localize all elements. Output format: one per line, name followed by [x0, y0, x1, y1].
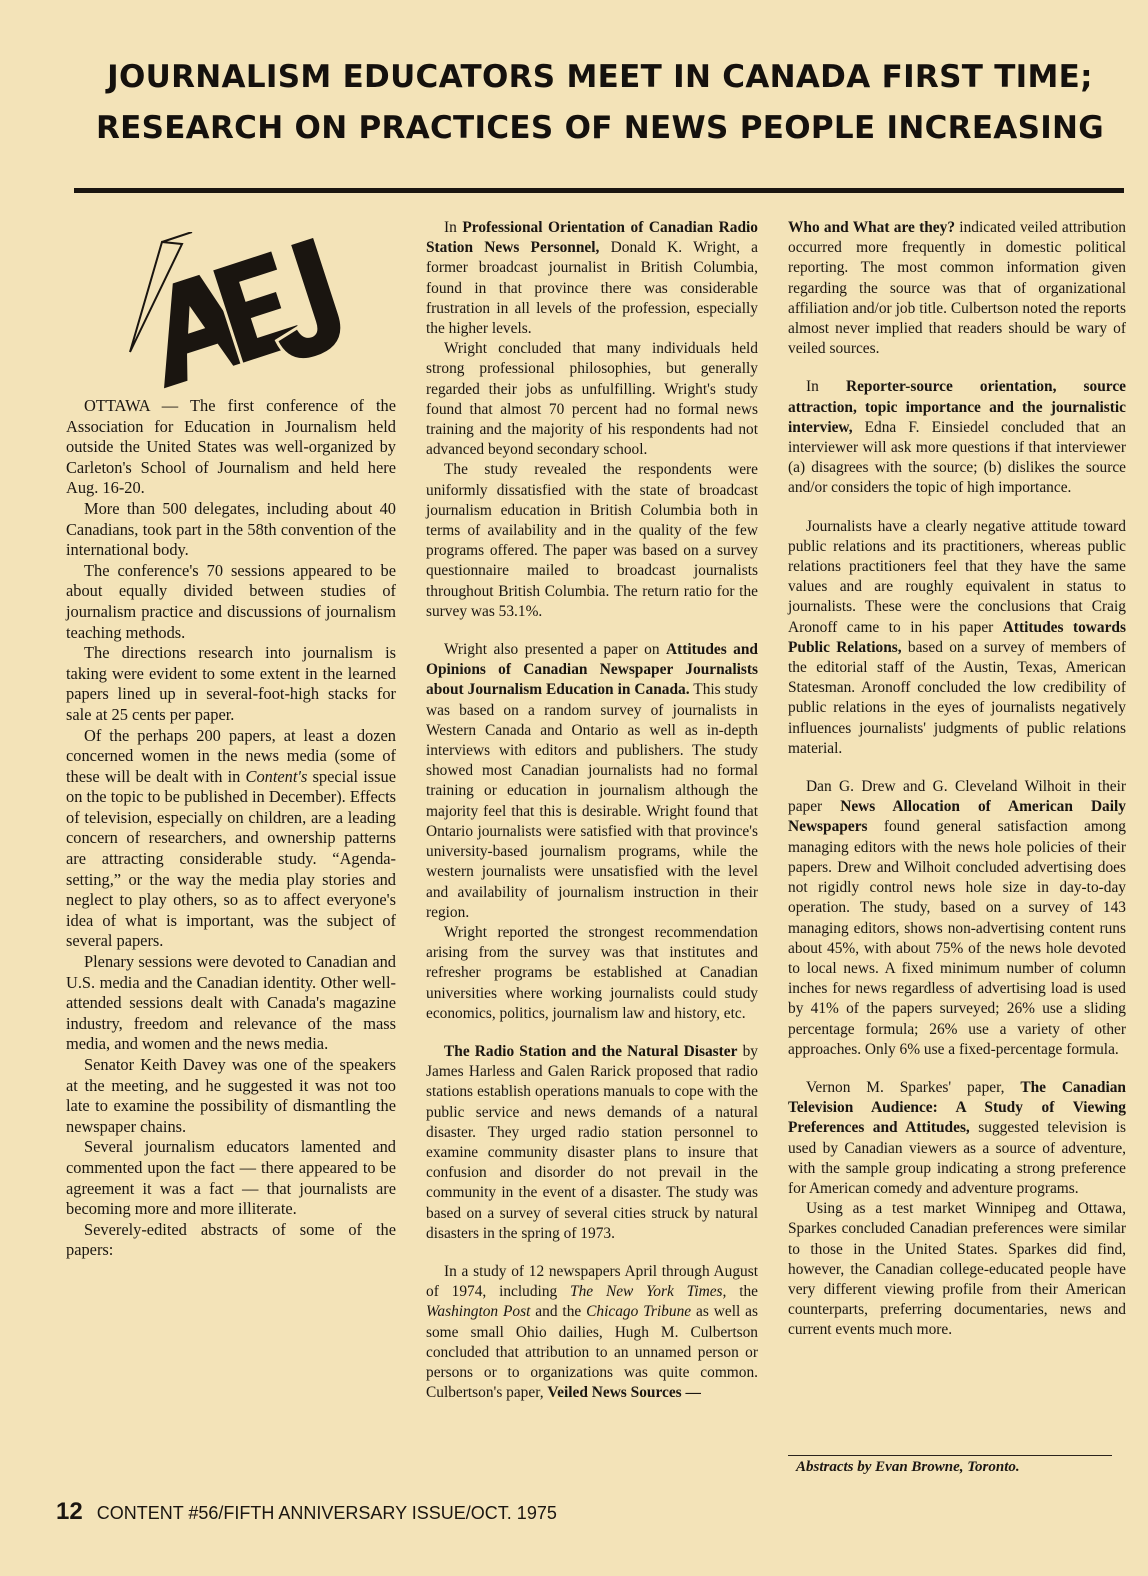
text-run: the: [726, 1283, 758, 1301]
text-run: This study was based on a random survey of journalists in Western Canada and Ontario as well as in-depth interviews with editors and publishers. The study showed most Canadian journalists had no formal training or education in journalism although the majority feel that this is desirable. Wright found that Ontario journalists were satisfied with that province's university-based journalism programs, while the western journalists were unsatisfied with the level and availability of journalism instruction in their region.: [426, 681, 758, 921]
text-run: Journalists have a clearly negative attitude toward public relations and its practitioners, whereas public relations practitioners feel that they have the same values and are roughly equivalent in status to journalists. These were the conclusions that Craig Aronoff came to in his paper: [788, 517, 1126, 636]
column-3: [788, 218, 1126, 1341]
col3-paragraph: [788, 1078, 1126, 1199]
col1-paragraph: OTTAWA — The first conference of the Association for Education in Journalism held outside the United States was well-organized by Carleton's School of Journalism and held here Aug. 16-20.: [66, 396, 396, 498]
paper-title: News Allocation of American Daily Newspapers: [788, 798, 1127, 836]
paper-title: Veiled News Sources —: [547, 1384, 701, 1402]
col1-paragraph: Several journalism educators lamented and commented upon the fact — there appeared to be agreement it was a fact — that journalists are becoming more and more illiterate.: [66, 1137, 396, 1219]
col3-paragraph: [788, 218, 1126, 359]
text-run: In: [444, 219, 463, 236]
publication-title: The New York Times,: [570, 1283, 727, 1301]
col1-paragraph: Severely-edited abstracts of some of the papers:: [66, 1219, 396, 1260]
text-run: Wright also presented a paper on: [444, 641, 666, 659]
text-run: indicated veiled attribution occurred more frequently in domestic political reporting. The most common information given regarding the source was that of organizational affiliation and/or job title. Culbertson noted the reports almost never implied that readers should be wary of veiled sources.: [788, 219, 1126, 358]
col2-paragraph: The study revealed the respondents were uniformly dissatisfied with the state of broadcast journalism education in British Columbia both in terms of availability and in the quality of the few programs offered. The paper was based on a survey questionnaire mailed to broadcast journalists throughout British Columbia. The return ratio for the survey was 53.1%.: [426, 461, 758, 620]
col3-paragraph: Using as a test market Winnipeg and Ottawa, Sparkes concluded Canadian preferences were similar to those in the United States. Sparkes did find, however, the Canadian college-educated people have very different viewing profile from their American counterparts, preferring documentaries, news and current events much more.: [788, 1200, 1126, 1339]
paper-title: Reporter-source orientation, source attraction, topic importance and the journalistic interview,: [788, 378, 1126, 436]
column-1: [66, 396, 396, 1261]
text-run: Donald K. Wright, a former broadcast journalist in British Columbia, found in that province there was considerable frustration in all levels of the profession, especially the higher levels.: [426, 239, 758, 338]
text-run: suggested television is used by Canadian viewers as a source of adventure, with the sample group indicating a strong preference for American comedy and adventure programs.: [788, 1119, 1126, 1197]
text-run: Edna F. Einsiedel concluded that an interviewer will ask more questions if that interviewer (a) disagrees with the source; (b) dislikes the source and/or considers the topic of high importance.: [788, 418, 1126, 497]
text-run: based on a survey of members of the editorial staff of the Austin, Texas, American Statesman. Aronoff concluded the low credibility of public relations in the eyes of journalists negatively influences journalists' judgments of public relations material.: [788, 638, 1126, 757]
text-run: In a study of 12 newspapers April through August of 1974, including: [426, 1262, 758, 1301]
col2-paragraph: Wright reported the strongest recommendation arising from the survey was that institutes and refresher programs be established at Canadian universities where working journalists could study economics, politics, journalism law and history, etc.: [426, 923, 758, 1022]
headline-line-1: JOURNALISM EDUCATORS MEET IN CANADA FIRST TIME;: [107, 59, 1093, 95]
text-run: by James Harless and Galen Rarick proposed that radio stations establish operations manuals to cope with the public service and news demands of a natural disaster. They urged radio station personnel to examine community disaster plans to insure that confusion and disorder do not prevail in the community in the event of a disaster. The study was based on a survey of several cities struck by natural disasters in the spring of 1973.: [426, 1042, 758, 1242]
text-run: In: [806, 378, 846, 396]
headline-line-2: RESEARCH ON PRACTICES OF NEWS PEOPLE INCREASING: [95, 110, 1105, 146]
paper-title: Attitudes and Opinions of Canadian Newspaper Journalists about Journalism Education in Canada.: [426, 641, 758, 699]
col1-paragraph: More than 500 delegates, including about 40 Canadians, took part in the 58th convention of the international body.: [66, 498, 396, 560]
col2-paragraph: [426, 1042, 758, 1244]
page-number: 12: [56, 1498, 83, 1525]
page-footer: [56, 1498, 557, 1526]
text-run: found general satisfaction among managing editors with the news hole policies of their papers. Drew and Wilhoit concluded advertising does not rigidly control news hole size in day-to-day operation. The study, based on a survey of 143 managing editors, shows non-advertising content runs about 45%, with about 75% of the news hole devoted to local news. A fixed minimum number of column inches for news regardless of advertising load is used by 41% of the papers surveyed; 26% use a sliding percentage formula; 26% use a variety of other approaches. Only 6% use a fixed-percentage formula.: [788, 818, 1126, 1058]
paper-title: Attitudes towards Public Relations,: [788, 618, 1126, 656]
col2-paragraph: [426, 218, 758, 339]
column-2: [426, 218, 758, 1403]
byline-rule: [788, 1455, 1112, 1456]
text-run: and the: [530, 1303, 587, 1321]
text-run: Dan G. Drew and G. Cleveland Wilhoit in their paper: [788, 778, 1126, 816]
col2-paragraph: [426, 640, 758, 923]
paper-title: The Canadian Television Audience: A Study of Viewing Preferences and Attitudes,: [788, 1078, 1126, 1137]
publication-title: Washington Post: [426, 1303, 531, 1321]
footer-publication-line: CONTENT #56/FIFTH ANNIVERSARY ISSUE/OCT. 1975: [96, 1503, 557, 1523]
col3-paragraph: [788, 517, 1126, 759]
col1-paragraph: Senator Keith Davey was one of the speakers at the meeting, and he suggested it was not too late to examine the possibility of dismantling the newspaper chains.: [66, 1055, 396, 1136]
publication-title: Content's: [245, 766, 308, 786]
col3-paragraph: [788, 777, 1126, 1060]
text-run: as well as some small Ohio dailies, Hugh M. Culbertson concluded that attribution to an unnamed person or persons or to organizations was quite common. Culbertson's paper,: [426, 1303, 758, 1402]
paper-title: Professional Orientation of Canadian Radio Station News Personnel,: [426, 219, 758, 257]
col1-paragraph: The directions research into journalism is taking were evident to some extent in the learned papers lined up in several-foot-high stacks for sale at 25 cents per paper.: [66, 643, 396, 724]
headline-rule: [74, 188, 1124, 193]
byline: Abstracts by Evan Browne, Toronto.: [796, 1459, 1020, 1475]
aej-logo-icon: [122, 232, 362, 392]
paper-title: The Radio Station and the Natural Disaster: [444, 1042, 738, 1060]
col2-paragraph: [426, 1262, 758, 1403]
text-run: Vernon M. Sparkes' paper,: [806, 1078, 1021, 1096]
col1-paragraph: The conference's 70 sessions appeared to be about equally divided between studies of journalism practice and discussions of journalism teaching methods.: [66, 560, 396, 642]
col3-paragraph: [788, 377, 1126, 498]
col1-paragraph: [66, 726, 396, 953]
col1-paragraph: Plenary sessions were devoted to Canadian and U.S. media and the Canadian identity. Other well-attended sessions dealt with Canada's magazine industry, freedom and relevance of the mass media, and women and the news media.: [66, 952, 396, 1054]
publication-title: Chicago Tribune: [586, 1303, 692, 1321]
text-run: Of the perhaps 200 papers, at least a dozen concerned women in the news media (some of these will be dealt with in: [66, 725, 396, 786]
headline: [60, 52, 1140, 154]
col2-paragraph: Wright concluded that many individuals held strong professional philosophies, but generally regarded their jobs as unfulfilling. Wright's study found that almost 70 percent had no formal news training and the majority of his respondents had not advanced beyond secondary school.: [426, 340, 758, 459]
paper-title: Who and What are they?: [788, 219, 956, 236]
text-run: special issue on the topic to be published in December). Effects of television, especially on children, are a leading concern of researchers, and ownership patterns are attracting considerable study. “Agenda-setting,” or the way the media play stories and neglect to play others, so as to affect everyone's idea of what is important, was the subject of several papers.: [66, 766, 396, 951]
